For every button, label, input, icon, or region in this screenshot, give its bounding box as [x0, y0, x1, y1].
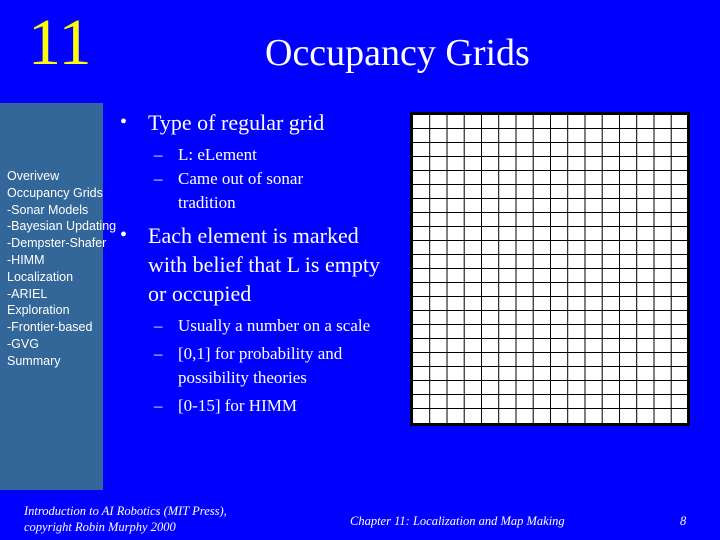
sub-item — [154, 143, 400, 167]
sub-text: [0,1] for probability and possibility theories — [178, 344, 343, 387]
bullet-item — [120, 221, 390, 308]
chapter-number: 11 — [28, 6, 92, 79]
dash-icon: – — [154, 344, 163, 363]
sub-text: L: eLement — [178, 145, 257, 164]
footer-copyright-line1: Introduction to AI Robotics (MIT Press), — [24, 504, 227, 518]
grid-lines — [412, 114, 688, 424]
footer-copyright — [24, 503, 227, 535]
sidebar-item-bayesian-updating[interactable]: -Bayesian Updating — [7, 219, 117, 234]
sidebar-item-himm[interactable]: -HIMM — [7, 252, 45, 267]
dash-icon: – — [154, 396, 163, 415]
bullet-text: Each element is marked with belief that L is empty or occupied — [148, 223, 380, 306]
footer-chapter: Chapter 11: Localization and Map Making — [350, 514, 565, 528]
bullet-item — [120, 108, 400, 137]
sidebar-item-gvg[interactable]: -GVG — [7, 336, 39, 351]
dash-icon: – — [154, 316, 163, 335]
bullet-text: Type of regular grid — [148, 110, 325, 135]
sidebar-outline — [7, 168, 116, 370]
slide-content — [120, 108, 400, 418]
sub-item — [154, 394, 390, 418]
sidebar-item-localization[interactable]: Localization — [7, 269, 74, 284]
sidebar-item-exploration[interactable]: Exploration — [7, 303, 70, 318]
bullet-icon: • — [120, 111, 128, 133]
sidebar-item-dempster-shafer[interactable]: -Dempster-Shafer — [7, 236, 107, 251]
sub-list — [120, 314, 390, 418]
sidebar-item-overview[interactable]: Overivew — [7, 169, 60, 183]
bullet-icon: • — [120, 224, 128, 246]
sub-item — [154, 342, 390, 390]
sidebar-item-summary[interactable]: Summary — [7, 353, 61, 368]
dash-icon: – — [154, 145, 163, 164]
footer-copyright-line2: copyright Robin Murphy 2000 — [24, 520, 176, 534]
sub-item — [154, 314, 390, 338]
sub-text: [0-15] for HIMM — [178, 396, 297, 415]
sub-text: Came out of sonar tradition — [178, 169, 304, 212]
dash-icon: – — [154, 169, 163, 188]
sub-item — [154, 167, 354, 215]
occupancy-grid-figure — [410, 112, 690, 426]
sidebar-item-ariel[interactable]: -ARIEL — [7, 286, 48, 301]
slide-title: Occupancy Grids — [265, 32, 530, 74]
page-number: 8 — [680, 514, 687, 528]
sub-list — [120, 143, 400, 215]
sidebar-item-frontier-based[interactable]: -Frontier-based — [7, 320, 93, 335]
sidebar-item-sonar-models[interactable]: -Sonar Models — [7, 202, 89, 217]
sidebar-item-occupancy-grids[interactable]: Occupancy Grids — [7, 185, 103, 200]
sub-text: Usually a number on a scale — [178, 316, 371, 335]
